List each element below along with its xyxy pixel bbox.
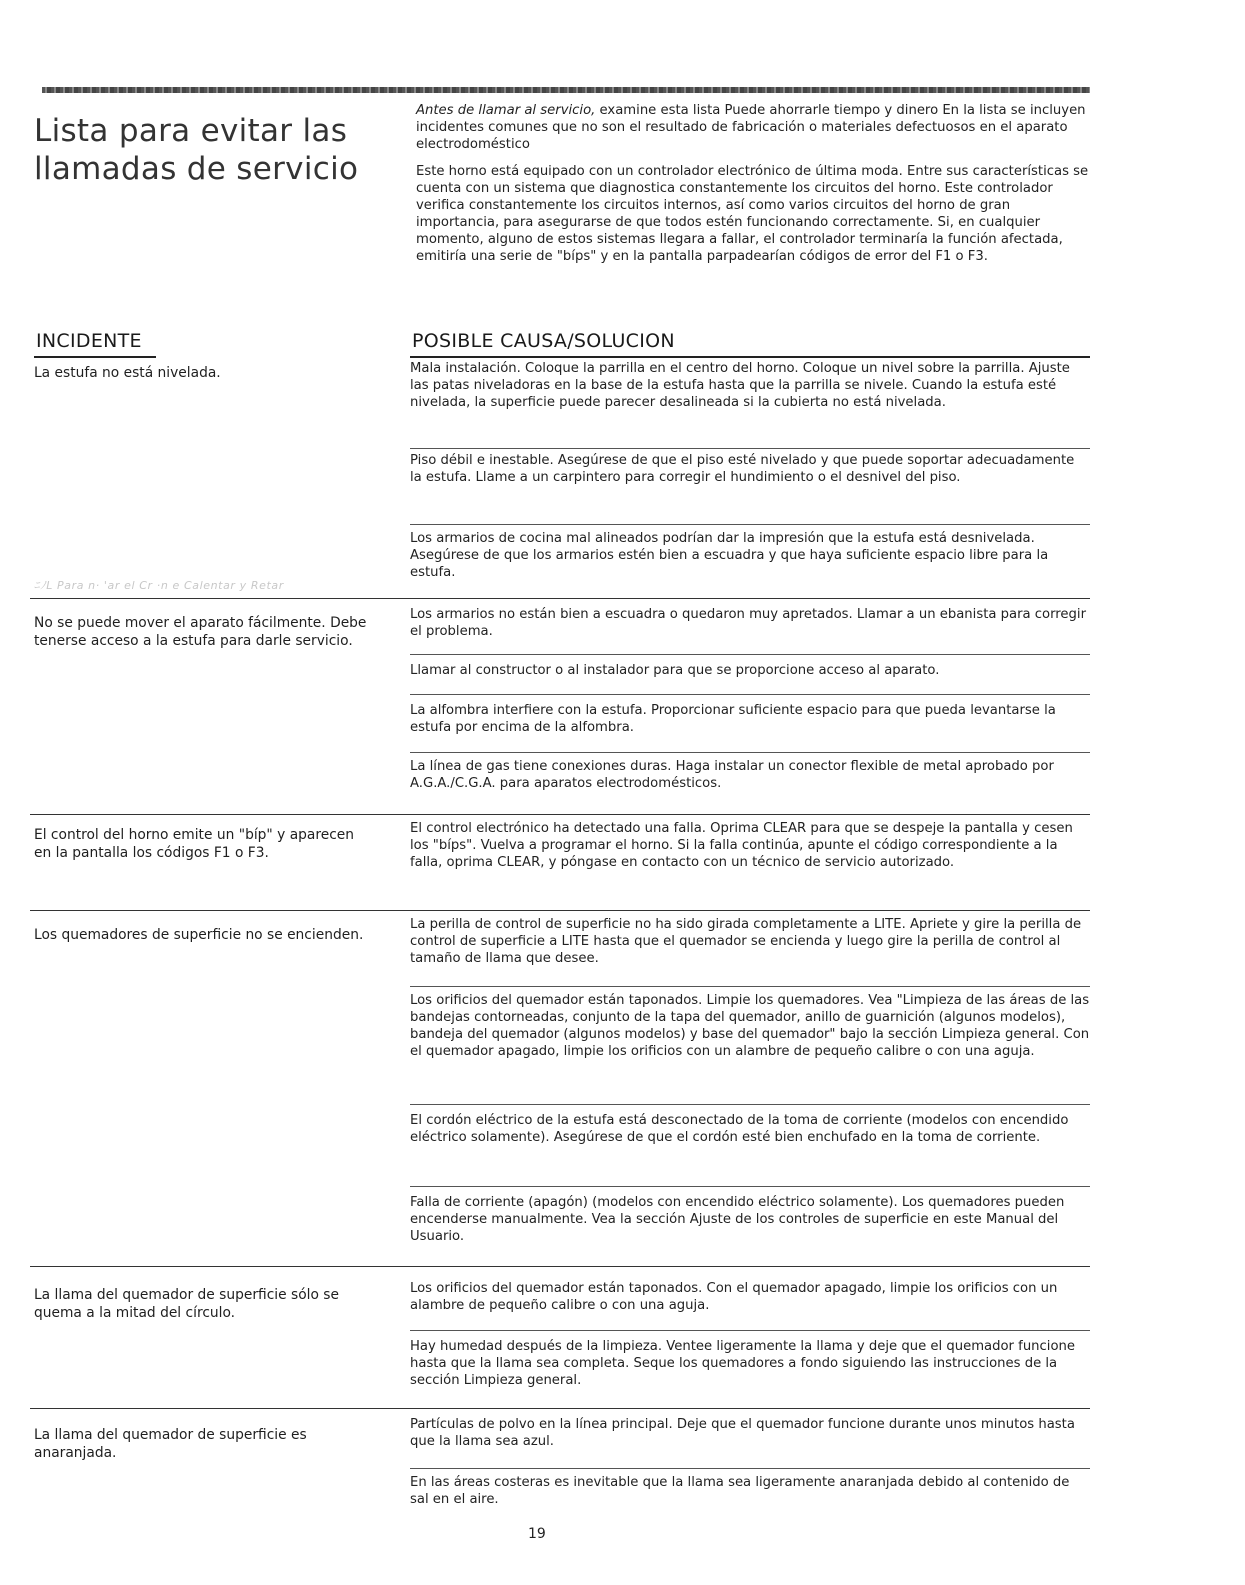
solution-divider <box>410 694 1090 695</box>
solution-divider <box>410 752 1090 753</box>
solution-text: La alfombra interfiere con la estufa. Proporcionar suficiente espacio para que pueda levantarse la estufa por encima de la alfombra. <box>410 703 1056 735</box>
intro-paragraph-1-rest: examine esta lista Puede ahorrarle tiempo y dinero En la lista se incluyen incidentes comunes que no son el resultado de fabricación o materiales defectuosos en el aparato electrodoméstico <box>416 103 1086 152</box>
solution-text: Hay humedad después de la limpieza. Ventee ligeramente la llama y deje que el quemador funcione hasta que la llama sea completa. Seque los quemadores a fondo siguiendo las instrucciones de la sección Limpieza general. <box>410 1339 1075 1388</box>
group-divider <box>30 1408 1090 1409</box>
issue-group-leveling <box>30 360 1090 596</box>
solution-text: El cordón eléctrico de la estufa está desconectado de la toma de corriente (modelos con encendido eléctrico solamente). Asegúrese de que el cordón esté bien enchufado en la toma de corriente. <box>410 1113 1069 1145</box>
intro-paragraph-1 <box>416 102 1096 153</box>
issue-group-burners-not-lighting <box>30 916 1090 1268</box>
solution-divider <box>410 1330 1090 1331</box>
solution-divider <box>410 1104 1090 1105</box>
intro-paragraph-2: Este horno está equipado con un controlador electrónico de última moda. Entre sus características se cuenta con un sistema que diagnostica constantemente los circuitos del horno. Este controlador verifica constantemente los circuitos internos, así como varios circuitos del horno de gran importancia, para asegurarse de que todos estén funcionando correctamente. Si, en cualquier momento, alguno de estos sistemas llegara a fallar, el controlador terminaría la función afectada, emitiría una serie de "bíps" y en la pantalla parpadearían códigos de error del F1 o F3. <box>416 164 1089 264</box>
page-number: 19 <box>528 1526 546 1542</box>
group-divider <box>30 910 1090 911</box>
solution-divider <box>410 1468 1090 1469</box>
group-divider <box>30 814 1090 815</box>
incident-text: El control del horno emite un "bíp" y aparecen en la pantalla los códigos F1 o F3. <box>34 827 355 861</box>
incident-text: La llama del quemador de superficie es anaranjada. <box>34 1427 307 1461</box>
incident-text: La llama del quemador de superficie sólo se quema a la mitad del círculo. <box>34 1287 339 1321</box>
solution-text: La línea de gas tiene conexiones duras. Haga instalar un conector flexible de metal aprobado por A.G.A./C.G.A. para aparatos electrodomésticos. <box>410 759 1054 791</box>
solution-text: Partículas de polvo en la línea principal. Deje que el quemador funcione durante unos minutos hasta que la llama sea azul. <box>410 1417 1075 1449</box>
intro-text <box>416 102 1096 275</box>
solution-text: La perilla de control de superficie no ha sido girada completamente a LITE. Apriete y gire la perilla de control de superficie a LITE hasta que el quemador se encienda y luego gire la perilla de control al tamaño de llama que desee. <box>410 917 1082 966</box>
title-line-2: llamadas de servicio <box>34 151 359 187</box>
solution-text: Piso débil e inestable. Asegúrese de que el piso esté nivelado y que puede soportar adecuadamente la estufa. Llame a un carpintero para corregir el hundimiento o el desnivel del piso. <box>410 453 1075 485</box>
column-header-causa: POSIBLE CAUSA/SOLUCION <box>412 330 675 352</box>
issue-group-orange-flame <box>30 1416 1090 1526</box>
solution-divider <box>410 524 1090 525</box>
bleed-through-text: ﾆﾉL Para n· 'ar el Cr ·n e Calentar y Retar <box>34 579 284 592</box>
solution-divider <box>410 1186 1090 1187</box>
incident-text: No se puede mover el aparato fácilmente. Debe tenerse acceso a la estufa para darle servicio. <box>34 615 367 649</box>
solution-divider <box>410 448 1090 449</box>
solution-divider <box>410 986 1090 987</box>
issue-group-beep-codes <box>30 820 1090 910</box>
column-header-incidente: INCIDENTE <box>36 330 142 352</box>
solution-text: Mala instalación. Coloque la parrilla en el centro del horno. Coloque un nivel sobre la parrilla. Ajuste las patas niveladoras en la base de la estufa hasta que la parrilla se nivele. Cuando la estufa esté nivelada, la superficie puede parecer desalineada si la cubierta no está nivelada. <box>410 361 1070 410</box>
solution-text: Los armarios no están bien a escuadra o quedaron muy apretados. Llamar a un ebanista para corregir el problema. <box>410 607 1086 639</box>
solution-divider <box>410 654 1090 655</box>
page-title <box>34 112 358 188</box>
solution-text: Falla de corriente (apagón) (modelos con encendido eléctrico solamente). Los quemadores pueden encenderse manualmente. Vea la sección Ajuste de los controles de superficie en este Manual del Usuario. <box>410 1195 1065 1244</box>
incidente-underline <box>34 356 156 358</box>
solution-text: El control electrónico ha detectado una falla. Oprima CLEAR para que se despeje la pantalla y cesen los "bíps". Vuelva a programar el horno. Si la falla continúa, apunte el código correspondiente a la falla, oprima CLEAR, y póngase en contacto con un técnico de servicio autorizado. <box>410 821 1073 870</box>
solution-text: Los orificios del quemador están taponados. Con el quemador apagado, limpie los orificios con un alambre de pequeño calibre o con una aguja. <box>410 1281 1058 1313</box>
solution-text: En las áreas costeras es inevitable que la llama sea ligeramente anaranjada debido al contenido de sal en el aire. <box>410 1475 1070 1507</box>
group-divider <box>30 598 1090 599</box>
causa-underline <box>410 356 1090 358</box>
solution-text: Los orificios del quemador están taponados. Limpie los quemadores. Vea "Limpieza de las áreas de las bandejas contorneadas, conjunto de la tapa del quemador, anillo de guarnición (algunos modelos), bandeja del quemador (algunos modelos) y base del quemador" bajo la sección Limpieza general. Con el quemador apagado, limpie los orificios con un alambre de pequeño calibre o con una aguja. <box>410 993 1090 1059</box>
solution-text: Llamar al constructor o al instalador para que se proporcione acceso al aparato. <box>410 663 940 678</box>
issue-group-half-flame <box>30 1280 1090 1410</box>
solution-text: Los armarios de cocina mal alineados podrían dar la impresión que la estufa está desnivelada. Asegúrese de que los armarios estén bien a escuadra y que haya suficiente espacio libre para la estufa. <box>410 531 1049 580</box>
issue-group-moving <box>30 604 1090 814</box>
intro-lead: Antes de llamar al servicio, <box>416 103 596 118</box>
incident-text: Los quemadores de superficie no se encienden. <box>34 927 364 943</box>
incident-text: La estufa no está nivelada. <box>34 365 221 381</box>
title-line-1: Lista para evitar las <box>34 113 348 149</box>
group-divider <box>30 1266 1090 1267</box>
top-decorative-rule <box>42 87 1090 93</box>
